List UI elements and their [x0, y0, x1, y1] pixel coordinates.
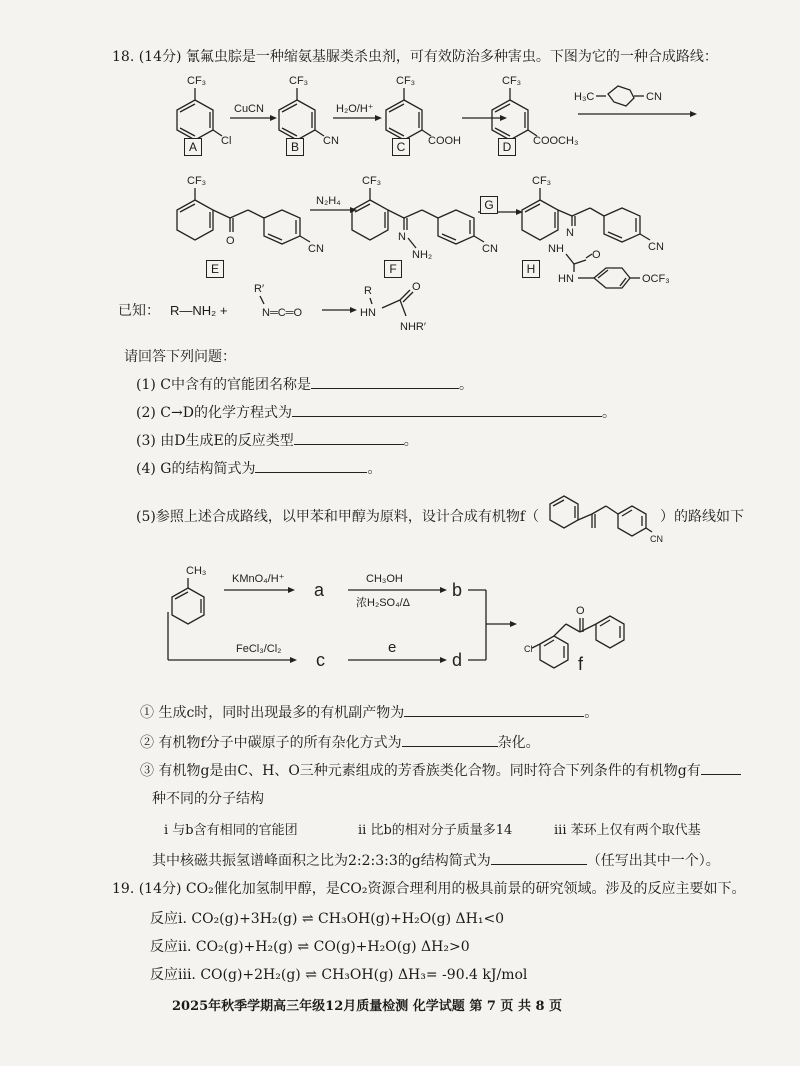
sub-5-q3: ③ 有机物g是由C、H、O三种元素组成的芳香族类化合物。同时符合下列条件的有机物g有	[140, 762, 741, 780]
known-label: 已知：	[118, 303, 160, 319]
answer-blank-5-4[interactable]	[491, 852, 587, 865]
known-reaction-structure	[240, 280, 540, 340]
route-f: f	[578, 654, 584, 674]
sub-question-5b: ）的路线如下	[660, 509, 744, 525]
q19-header: 19. (14分) CO₂催化加氢制甲醇，是CO₂资源合理利用的极具前景的研究领域。涉及的反应主要如下。	[112, 881, 746, 897]
compound-d-structure	[492, 75, 578, 147]
label-f: F	[384, 260, 402, 278]
b-cn-text: CN	[323, 135, 339, 147]
answer-blank-5-2[interactable]	[402, 734, 498, 747]
c-cf3-text: CF₃	[396, 75, 416, 87]
known-left: R—NH₂ +	[170, 303, 228, 318]
known-nhr: NHR′	[400, 321, 426, 333]
d-cf3-text: CF₃	[502, 75, 522, 87]
answer-blank-5-1[interactable]	[404, 704, 584, 717]
sub-question-3: (3) 由D生成E的反应类型 。	[136, 433, 418, 449]
compound-f-structure	[352, 175, 498, 261]
h-cn-text: CN	[648, 241, 664, 253]
h-o-text: O	[592, 249, 601, 261]
route-d: d	[452, 650, 463, 670]
e-cf3-text: CF₃	[187, 175, 207, 187]
compound-b-structure	[279, 75, 339, 147]
route-c: c	[316, 650, 325, 670]
answer-blank-4[interactable]	[255, 460, 367, 473]
sub-5-q3-nmr: 其中核磁共振氢谱峰面积之比为2:2:3:3的g结构简式为 （任写出其中一个）。	[152, 853, 720, 869]
a-cf3-text: CF₃	[187, 75, 207, 87]
answer-blank-2[interactable]	[292, 404, 602, 417]
q19-reaction-1: 反应i. CO₂(g)+3H₂(g) ⇌ CH₃OH(g)+H₂O(g) ΔH₁<0	[150, 911, 505, 927]
f-n-text: N	[398, 231, 406, 243]
h-nh-text: NH	[548, 243, 564, 255]
reagent-n2h4: N₂H₄	[316, 195, 341, 207]
sub-question-1: (1) C中含有的官能团名称是 。	[136, 377, 473, 393]
route-ch3: CH₃	[186, 565, 207, 577]
route-f-cl: Cl	[524, 644, 533, 654]
label-d: D	[498, 138, 516, 156]
answer-blank-1[interactable]	[311, 376, 459, 389]
b-cf3-text: CF₃	[289, 75, 309, 87]
q19-reaction-3: 反应iii. CO(g)+2H₂(g) ⇌ CH₃OH(g) ΔH₃= -90.4 kJ/mol	[150, 967, 528, 983]
questions-prompt: 请回答下列问题：	[124, 349, 236, 365]
h-ocf3-text: OCF₃	[642, 273, 670, 285]
known-o: O	[412, 281, 421, 293]
label-g: G	[480, 196, 498, 214]
f-cn-text: CN	[482, 243, 498, 255]
label-b: B	[286, 138, 304, 156]
route-e: e	[388, 639, 397, 656]
route-kmno4: KMnO₄/H⁺	[232, 573, 285, 585]
sub-5-q1: ① 生成c时，同时出现最多的有机副产物为 。	[140, 705, 599, 721]
sub-5-q2: ② 有机物f分子中碳原子的所有杂化方式为 杂化。	[140, 735, 540, 751]
d-cooch3-text: COOCH₃	[533, 135, 579, 147]
page-footer: 2025年秋季学期高三年级12月质量检测 化学试题 第 7 页 共 8 页	[172, 999, 563, 1014]
sub-question-5a: (5)参照上述合成路线，以甲苯和甲醇为原料，设计合成有机物f（	[136, 509, 540, 525]
e-cn-text: CN	[308, 243, 324, 255]
h-cf3-text: CF₃	[532, 175, 552, 187]
sub-question-2: (2) C→D的化学方程式为 。	[136, 405, 616, 421]
inline-f-cn: CN	[650, 534, 663, 544]
condition-i: i 与b含有相同的官能团	[164, 823, 298, 838]
compound-h-structure	[522, 175, 670, 288]
target-f-inline-structure	[540, 488, 670, 544]
toluonitrile-cn: CN	[646, 91, 662, 103]
known-nco: N═C═O	[262, 307, 303, 319]
label-h: H	[522, 260, 540, 278]
route-f-o: O	[576, 605, 585, 617]
condition-ii: ii 比b的相对分子质量多14	[358, 823, 513, 838]
c-cooh-text: COOH	[428, 135, 461, 147]
known-r: R	[364, 285, 372, 297]
route-diagram	[160, 560, 660, 680]
sub-5-q3-cont: 种不同的分子结构	[152, 791, 264, 807]
q18-header: 18. (14分) 氰氟虫腙是一种缩氨基脲类杀虫剂，可有效防治多种害虫。下图为它的一种合成路线：	[112, 49, 718, 65]
compound-e-structure	[177, 175, 324, 255]
compound-a-structure	[177, 75, 231, 147]
label-c: C	[392, 138, 410, 156]
sub-question-4: (4) G的结构简式为 。	[136, 461, 382, 477]
route-b: b	[452, 580, 463, 600]
svg-text:H₃C: H₃C	[574, 91, 595, 103]
answer-blank-5-3[interactable]	[701, 762, 741, 775]
route-a: a	[314, 580, 325, 600]
known-hn: HN	[360, 307, 376, 319]
reagent-toluonitrile-structure	[574, 86, 662, 106]
label-e: E	[206, 260, 224, 278]
known-rprime: R′	[254, 283, 265, 295]
route-h2so4: 浓H₂SO₄/Δ	[356, 597, 411, 609]
h-hn-text: HN	[558, 273, 574, 285]
q19-reaction-2: 反应ii. CO₂(g)+H₂(g) ⇌ CO(g)+H₂O(g) ΔH₂>0	[150, 939, 470, 955]
route-ch3oh: CH₃OH	[366, 573, 403, 585]
route-fecl3: FeCl₃/Cl₂	[236, 643, 282, 655]
a-cl-text: Cl	[221, 135, 232, 147]
h-n-text: N	[566, 227, 574, 239]
e-o-text: O	[226, 235, 235, 247]
label-a: A	[184, 138, 202, 156]
reagent-cucn: CuCN	[234, 103, 264, 115]
f-nh2-text: NH₂	[412, 249, 433, 261]
compound-c-structure	[386, 75, 461, 147]
f-cf3-text: CF₃	[362, 175, 382, 187]
reagent-hydrolysis: H₂O/H⁺	[336, 103, 374, 115]
condition-iii: iii 苯环上仅有两个取代基	[554, 823, 701, 838]
answer-blank-3[interactable]	[294, 432, 404, 445]
